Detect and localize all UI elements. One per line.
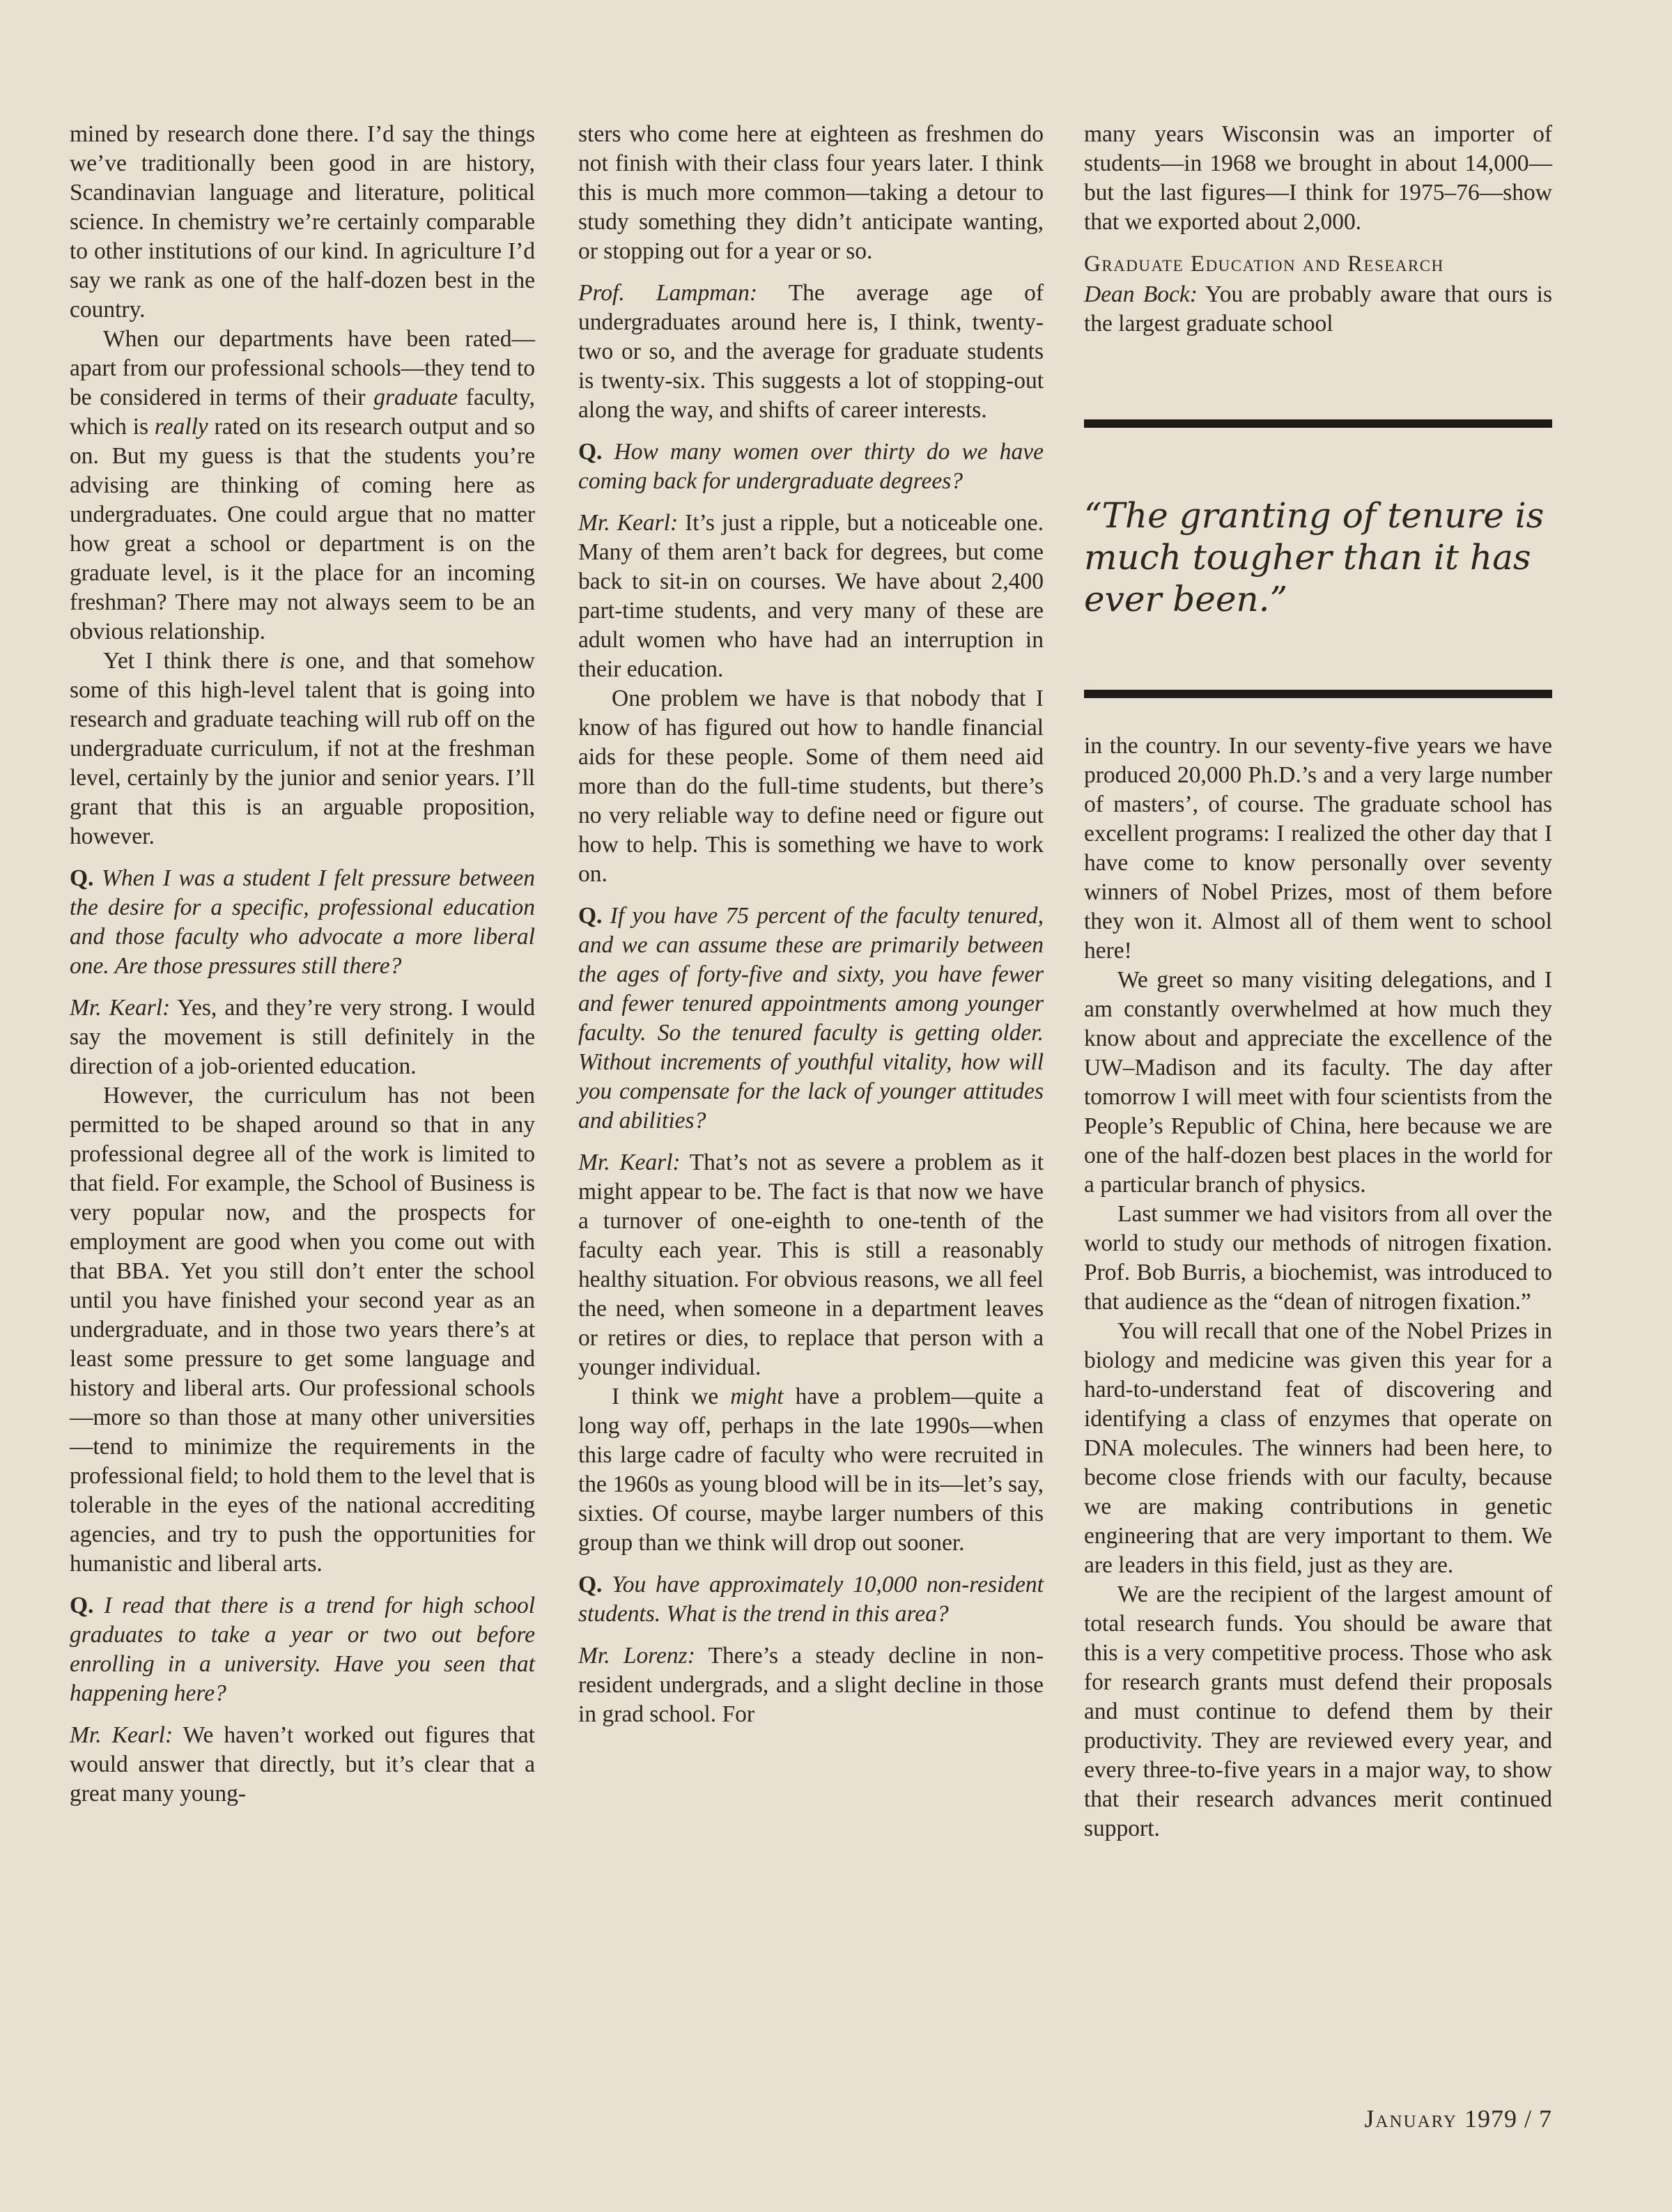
paragraph: mined by research done there. I’d say the things we’ve traditionally been good in are history, Scandinavian language and literature, political science. In chemistry we’re certainly comparable to other institutions of our kind. In agriculture I’d say we rank as one of the half-dozen best in the country. <box>70 121 535 323</box>
answer: Prof. Lampman: The average age of undergraduates around here is, I think, twenty-two or so, and the average for graduate students is twenty-six. This suggests a lot of stopping-out along the way, and shifts of career interests. <box>578 280 1044 423</box>
column-1 <box>70 120 535 1809</box>
answer: Mr. Kearl: We haven’t worked out figures that would answer that directly, but it’s clear that a great many young- <box>70 1722 535 1807</box>
column-3-top <box>1084 120 1552 339</box>
paragraph: One problem we have is that nobody that I know of has figured out how to handle financial aids for these people. Some of them need aid more than do the full-time students, but there’s no very reliable way to define need or figure out how to help. This is something we have to work on. <box>578 686 1044 887</box>
answer: Mr. Kearl: Yes, and they’re very strong. I would say the movement is still definitely in the direction of a job-oriented education. <box>70 995 535 1079</box>
column-3-bottom <box>1084 732 1552 1843</box>
answer: Mr. Lorenz: There’s a steady decline in non-resident undergrads, and a slight decline in those in grad school. For <box>578 1643 1044 1727</box>
question: Q. You have approximately 10,000 non-resident students. What is the trend in this area? <box>578 1572 1044 1627</box>
question: Q. When I was a student I felt pressure between the desire for a specific, professional education and those faculty who advocate a more liberal one. Are those pressures still there? <box>70 865 535 979</box>
paragraph: However, the curriculum has not been permitted to be shaped around so that in any professional degree all of the work is limited to that field. For example, the School of Business is very popular now, and the prospects for employment are good when you come out with that BBA. Yet you still don’t enter the school until you have finished your second year as an undergraduate, and in those two years there’s at least some pressure to get some language and history and liberal arts. Our professional schools—more so than those at many other universities—tend to minimize the requirements in the professional field; to hold them to the level that is tolerable in the eyes of the national accrediting agencies, and try to push the opportunities for humanistic and liberal arts. <box>70 1083 535 1577</box>
pullquote-rule-bottom <box>1084 690 1552 698</box>
answer: Mr. Kearl: It’s just a ripple, but a noticeable one. Many of them aren’t back for degrees, but come back to sit-in on courses. We have about 2,400 part-time students, and very many of these are adult women who have had an interruption in their education. <box>578 510 1044 682</box>
pull-quote: “The granting of tenure is much tougher than it has ever been.” <box>1084 495 1545 619</box>
question: Q. How many women over thirty do we have coming back for undergraduate degrees? <box>578 439 1044 494</box>
paragraph: many years Wisconsin was an importer of students—in 1968 we brought in about 14,000—but the last figures—I think for 1975–76—show that we exported about 2,000. <box>1084 121 1552 235</box>
paragraph: You will recall that one of the Nobel Prizes in biology and medicine was given this year for a hard-to-understand feat of discovering and identifying a class of enzymes that operate on DNA molecules. The winners had been here, to become close friends with our faculty, because we are making contributions in genetic engineering that are very important to them. We are leaders in this field, just as they are. <box>1084 1318 1552 1578</box>
paragraph: in the country. In our seventy-five years we have produced 20,000 Ph.D.’s and a very large number of masters’, of course. The graduate school has excellent programs: I realized the other day that I have come to know personally over seventy winners of Nobel Prizes, most of them before they won it. Almost all of them went to school here! <box>1084 733 1552 964</box>
answer: Mr. Kearl: That’s not as severe a problem as it might appear to be. The fact is that now we have a turnover of one-eighth to one-tenth of the faculty each year. This is still a reasonably healthy situation. For obvious reasons, we all feel the need, when someone in a department leaves or retires or dies, to replace that person with a younger individual. <box>578 1150 1044 1380</box>
paragraph: We greet so many visiting delegations, and I am constantly overwhelmed at how much they know about and appreciate the excellence of the UW–Madison and its faculty. The day after tomorrow I will meet with four scientists from the People’s Republic of China, here because we are one of the half-dozen best places in the world for a particular branch of physics. <box>1084 967 1552 1198</box>
section-heading: Graduate Education and Research <box>1084 252 1444 277</box>
paragraph: Last summer we had visitors from all over the world to study our methods of nitrogen fixation. Prof. Bob Burris, a biochemist, was introduced to that audience as the “dean of nitrogen fixation.” <box>1084 1201 1552 1315</box>
question: Q. If you have 75 percent of the faculty tenured, and we can assume these are primarily between the ages of forty-five and sixty, you have fewer and fewer tenured appointments among younger faculty. So the tenured faculty is getting older. Without increments of youthful vitality, how will you compensate for the lack of younger attitudes and abilities? <box>578 903 1044 1134</box>
pullquote-rule-top <box>1084 419 1552 428</box>
paragraph: We are the recipient of the largest amount of total research funds. You should be aware that this is a very competitive process. Those who ask for research grants must defend their proposals and must continue to defend them by their productivity. They are reviewed every year, and every three-to-five years in a major way, to show that their research advances merit continued support. <box>1084 1581 1552 1841</box>
question: Q. I read that there is a trend for high school graduates to take a year or two out before enrolling in a university. Have you seen that happening here? <box>70 1593 535 1706</box>
paragraph: I think we might have a problem—quite a long way off, perhaps in the late 1990s—when this large cadre of faculty who were recruited in the 1960s as young blood will be in its—let’s say, sixties. Of course, maybe larger numbers of this group than we think will drop out sooner. <box>578 1384 1044 1556</box>
paragraph: When our departments have been rated—apart from our professional schools—they tend to be considered in terms of their graduate faculty, which is really rated on its research output and so on. But my guess is that the students you’re advising are thinking of coming here as undergraduates. One could argue that no matter how great a school or department is on the graduate level, is it the place for an incoming freshman? There may not always seem to be an obvious relationship. <box>70 326 536 644</box>
column-2 <box>578 120 1044 1729</box>
page-folio: January 1979 / 7 <box>1364 2105 1552 2133</box>
paragraph: sters who come here at eighteen as freshmen do not finish with their class four years later. I think this is much more common—taking a detour to study something they didn’t anticipate wanting, or stopping out for a year or so. <box>578 121 1044 264</box>
paragraph: Yet I think there is one, and that somehow some of this high-level talent that is going into research and graduate teaching will rub off on the undergraduate curriculum, if not at the freshman level, certainly by the junior and senior years. I’ll grant that this is an arguable proposition, however. <box>70 648 535 849</box>
answer: Dean Bock: You are probably aware that ours is the largest graduate school <box>1084 281 1552 337</box>
